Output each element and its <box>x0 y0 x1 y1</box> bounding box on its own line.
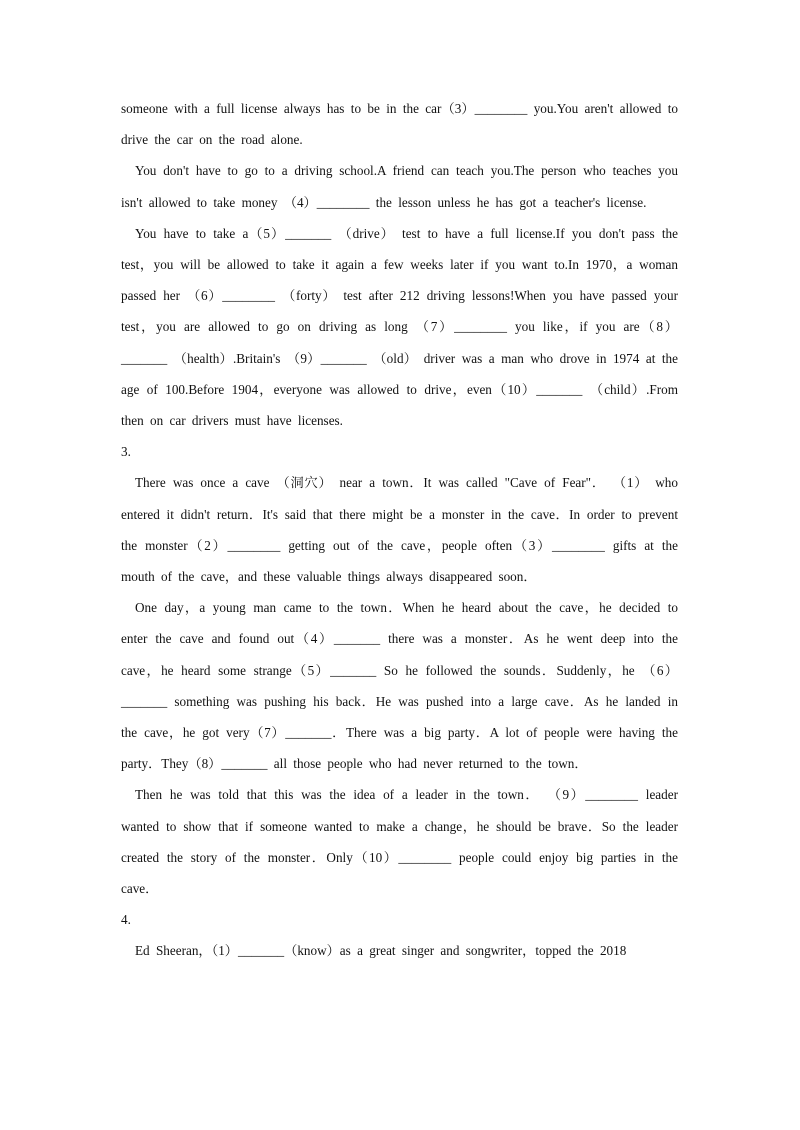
paragraph-cave-young-man: One day，a young man came to the town．When he heard about the cave，he decided to enter the cave and found out（4）_______ there was a monster．As he went deep into the cave，he heard some strange（5）_______ So he followed the sounds．Suddenly，he （6）_______ something was pushing his back．He was pushed into a large cave．As he landed in the cave，he got very（7）_______．There was a big party．A lot of people were having the party．They（8）_______ all those people who had never returned to the town． <box>121 600 678 772</box>
paragraph-cave-intro: There was once a cave （洞穴） near a town．It was called "Cave of Fear"． （1） who entered it didn't return．It's said that there might be a monster in the cave．In order to prevent the monster（2）________ getting out of the cave，people often（3）________ gifts at the mouth of the cave，and these valuable things always disappeared soon． <box>121 475 678 585</box>
paragraph-driving-test: You have to take a（5）_______ （drive） test to have a full license.If you don't pass the test，you will be allowed to take it again a few weeks later if you want to.In 1970，a woman passed her （6）________ （forty） test after 212 driving lessons!When you have passed your test，you are allowed to go on driving as long （7）________ you like，if you are（8）_______ （health）.Britain's （9）_______ （old） driver was a man who drove in 1974 at the age of 100.Before 1904，everyone was allowed to drive，even（10）_______ （child）.From then on car drivers must have licenses. <box>121 225 678 429</box>
document-body <box>121 93 678 967</box>
question-number-3: 3. <box>121 444 131 460</box>
question-number-4: 4. <box>121 912 131 928</box>
paragraph-driving-license-end: someone with a full license always has to be in the car（3）________ you.You aren't allowed to drive the car on the road alone. <box>121 101 678 148</box>
paragraph-ed-sheeran: Ed Sheeran，（1）_______（know）as a great singer and songwriter，topped the 2018 <box>135 943 627 959</box>
paragraph-cave-leader: Then he was told that this was the idea of a leader in the town． （9）________ leader wanted to show that if someone wanted to make a change，he should be brave．So the leader created the story of the monster．Only（10）________ people could enjoy big parties in the cave． <box>121 787 678 897</box>
paragraph-driving-teacher: You don't have to go to a driving school.A friend can teach you.The person who teaches you isn't allowed to take money （4）________ the lesson unless he has got a teacher's license. <box>121 163 678 210</box>
